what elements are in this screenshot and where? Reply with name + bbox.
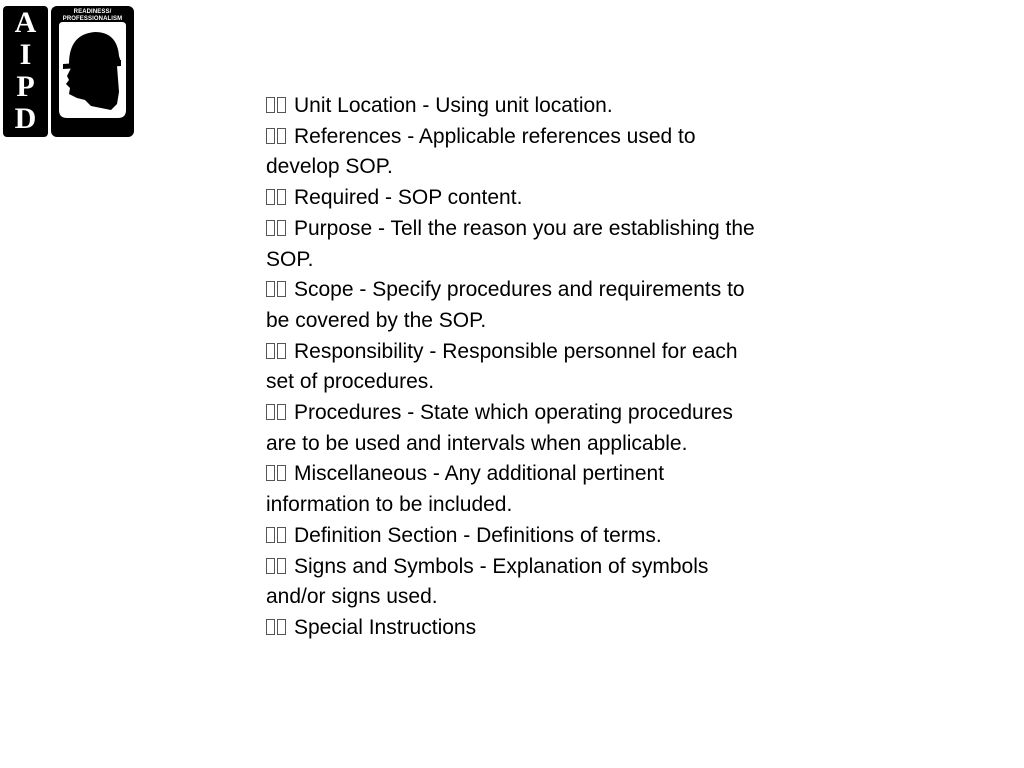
missing-glyph-bullet-icon <box>266 465 288 481</box>
logo-bottom-line-2: GROWTH <box>78 126 107 132</box>
list-item-text: Unit Location - Using unit location. <box>294 94 613 117</box>
list-item <box>266 521 756 552</box>
list-item <box>266 337 756 398</box>
list-item-text: Miscellaneous - Any additional pertinent information to be included. <box>266 462 665 517</box>
missing-glyph-bullet-icon <box>266 558 288 574</box>
logo-top-text <box>51 9 134 23</box>
list-item-text: Signs and Symbols - Explanation of symbols and/or signs used. <box>266 554 709 609</box>
aipd-logo <box>3 6 134 137</box>
list-item <box>266 552 756 613</box>
missing-glyph-bullet-icon <box>266 220 288 236</box>
list-item-text: References - Applicable references used to develop SOP. <box>266 124 696 179</box>
list-item <box>266 459 756 520</box>
list-item-text: Procedures - State which operating procedures are to be used and intervals when applicable. <box>266 401 733 455</box>
missing-glyph-bullet-icon <box>266 404 288 420</box>
list-item <box>266 398 756 459</box>
logo-letter-p: P <box>16 70 35 103</box>
logo-emblem <box>51 6 134 137</box>
list-item-text: Required - SOP content. <box>294 186 523 210</box>
list-item-text: Responsibility - Responsible personnel for each set of procedures. <box>266 339 738 394</box>
missing-glyph-bullet-icon <box>266 619 288 635</box>
logo-top-line-2: PROFESSIONALISM <box>62 16 123 22</box>
missing-glyph-bullet-icon <box>266 97 288 113</box>
list-item-text: Definition Section - Definitions of terms. <box>294 523 662 547</box>
logo-letter-d: D <box>14 102 37 135</box>
list-item <box>266 275 756 336</box>
list-item <box>266 91 756 122</box>
logo-bottom-text <box>51 119 134 133</box>
list-item-text: Scope - Specify procedures and requirements to be covered by the SOP. <box>266 278 745 332</box>
logo-bottom-line-1: THRU <box>84 119 101 125</box>
list-item <box>266 183 756 214</box>
soldier-helmet-icon <box>51 6 134 137</box>
list-item <box>266 122 756 183</box>
list-item <box>266 613 756 644</box>
logo-top-line-1: READINESS/ <box>73 9 112 15</box>
list-item-text: Purpose - Tell the reason you are establishing the SOP. <box>266 216 755 271</box>
missing-glyph-bullet-icon <box>266 128 288 144</box>
logo-letter-i: I <box>19 38 32 71</box>
missing-glyph-bullet-icon <box>266 343 288 359</box>
missing-glyph-bullet-icon <box>266 281 288 297</box>
sop-contents-list <box>266 91 756 644</box>
logo-letters-panel <box>3 6 48 137</box>
missing-glyph-bullet-icon <box>266 527 288 543</box>
logo-letter-a: A <box>14 6 37 39</box>
missing-glyph-bullet-icon <box>266 189 288 205</box>
list-item <box>266 214 756 275</box>
list-item-text: Special Instructions <box>294 615 477 639</box>
